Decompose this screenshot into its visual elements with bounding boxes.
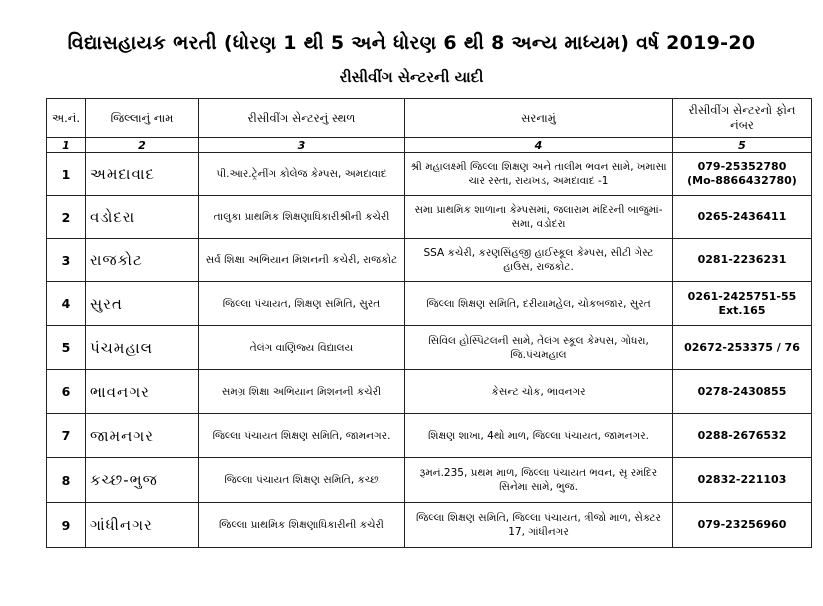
center-location-cell: પી.આર.ટ્રેનીંગ કોલેજ કેમ્પસ, અમદાવાદ (199, 153, 405, 196)
district-cell: વડોદરા (86, 196, 199, 239)
phone-cell: 0278-2430855 (673, 370, 812, 414)
table-row (47, 414, 812, 458)
phone-cell: 079-25352780 (Mo-8866432780) (673, 153, 812, 196)
center-location-cell: સમગ્ર શિક્ષા અભિયાન મિશનની કચેરી (199, 370, 405, 414)
center-location-cell: જિલ્લા પંચાયત, શિક્ષણ સમિતિ, સુરત (199, 282, 405, 326)
address-cell: સિવિલ હોસ્પિટલની સામે, તેલંગ સ્કૂલ કેમ્પસ, ગોધરા, જિ.પંચમહાલ (405, 326, 673, 370)
header-address: સરનામું (405, 99, 673, 138)
table-row (47, 153, 812, 196)
sr-number-cell: 3 (47, 239, 86, 282)
sr-number-cell: 7 (47, 414, 86, 458)
phone-cell: 02832-221103 (673, 458, 812, 503)
column-number: 2 (86, 138, 199, 153)
sr-number-cell: 2 (47, 196, 86, 239)
sr-number-cell: 4 (47, 282, 86, 326)
phone-cell: 0261-2425751-55 Ext.165 (673, 282, 812, 326)
district-cell: સુરત (86, 282, 199, 326)
center-location-cell: જિલ્લા પંચાયત શિક્ષણ સમિતિ, જામનગર. (199, 414, 405, 458)
address-cell: કેસન્ટ ચોક, ભાવનગર (405, 370, 673, 414)
center-location-cell: જિલ્લા પ્રાથમિક શિક્ષણાધિકારીની કચેરી (199, 503, 405, 548)
phone-cell: 0288-2676532 (673, 414, 812, 458)
address-cell: SSA કચેરી, કરણસિંહજી હાઈસ્કૂલ કેમ્પસ, સીટી ગેસ્ટ હાઉસ, રાજકોટ. (405, 239, 673, 282)
phone-cell: 0281-2236231 (673, 239, 812, 282)
table-body (47, 153, 812, 548)
header-sr-no: અ.નં. (47, 99, 86, 138)
table-row (47, 503, 812, 548)
district-cell: કચ્છ-ભુજ (86, 458, 199, 503)
document-subtitle: રીસીવીંગ સેન્ટરની યાદી (339, 68, 484, 86)
center-location-cell: સર્વ શિક્ષા અભિયાન મિશનની કચેરી, રાજકોટ (199, 239, 405, 282)
district-cell: અમદાવાદ (86, 153, 199, 196)
column-number: 1 (47, 138, 86, 153)
district-cell: ગાંધીનગર (86, 503, 199, 548)
header-phone: રીસીવીંગ સેન્ટરનો ફોન નંબર (673, 99, 812, 138)
header-center: રીસીવીંગ સેન્ટરનું સ્થળ (199, 99, 405, 138)
district-cell: રાજકોટ (86, 239, 199, 282)
table-row (47, 370, 812, 414)
table-row (47, 326, 812, 370)
table-row (47, 239, 812, 282)
sr-number-cell: 8 (47, 458, 86, 503)
district-cell: જામનગર (86, 414, 199, 458)
header-row (47, 99, 812, 138)
district-cell: પંચમહાલ (86, 326, 199, 370)
sr-number-cell: 1 (47, 153, 86, 196)
column-number: 4 (405, 138, 673, 153)
address-cell: જિલ્લા શિક્ષણ સમિતિ, જિલ્લા પંચાયત, ત્રીજો માળ, સેક્ટર 17, ગાંધીનગર (405, 503, 673, 548)
receiving-centers-table (46, 98, 812, 548)
table-row (47, 458, 812, 503)
sr-number-cell: 9 (47, 503, 86, 548)
sr-number-cell: 6 (47, 370, 86, 414)
address-cell: શિક્ષણ શાખા, 4થો માળ, જિલ્લા પંચાયત, જામનગર. (405, 414, 673, 458)
header-district: જિલ્લાનું નામ (86, 99, 199, 138)
table-row (47, 196, 812, 239)
center-location-cell: તેલંગ વાણિજ્ય વિદ્યાલય (199, 326, 405, 370)
address-cell: જિલ્લા શિક્ષણ સમિતિ, દરીયામહેલ, ચોકબજાર, સુરત (405, 282, 673, 326)
address-cell: શ્રી મહાલક્ષ્મી જિલ્લા શિક્ષણ અને તાલીમ ભવન સામે, ખમાસા ચાર રસ્તા, રાયખડ, અમદાવાદ -1 (405, 153, 673, 196)
phone-cell: 079-23256960 (673, 503, 812, 548)
sr-number-cell: 5 (47, 326, 86, 370)
phone-cell: 02672-253375 / 76 (673, 326, 812, 370)
district-cell: ભાવનગર (86, 370, 199, 414)
table-row (47, 282, 812, 326)
phone-cell: 0265-2436411 (673, 196, 812, 239)
center-location-cell: તાલુકા પ્રાથમિક શિક્ષણાધિકારીશ્રીની કચેરી (199, 196, 405, 239)
address-cell: રૂમનં.235, પ્રથમ માળ, જિલ્લા પંચાયત ભવન, સૃ રમંદિર સિનેમા સામે, ભુજ. (405, 458, 673, 503)
column-number: 3 (199, 138, 405, 153)
address-cell: સમા પ્રાથમિક શાળાના કેમ્પસમાં, જલારામ મંદિરની બાજુમાં-સમા, વડોદરા (405, 196, 673, 239)
column-number-row (47, 138, 812, 153)
column-number: 5 (673, 138, 812, 153)
document-title: વિદ્યાસહાયક ભરતી (ધોરણ 1 થી 5 અને ધોરણ 6 થી 8 અન્ય માધ્યમ) વર્ષ 2019-20 (67, 32, 756, 54)
center-location-cell: જિલ્લા પંચાયત શિક્ષણ સમિતિ, કચ્છ (199, 458, 405, 503)
